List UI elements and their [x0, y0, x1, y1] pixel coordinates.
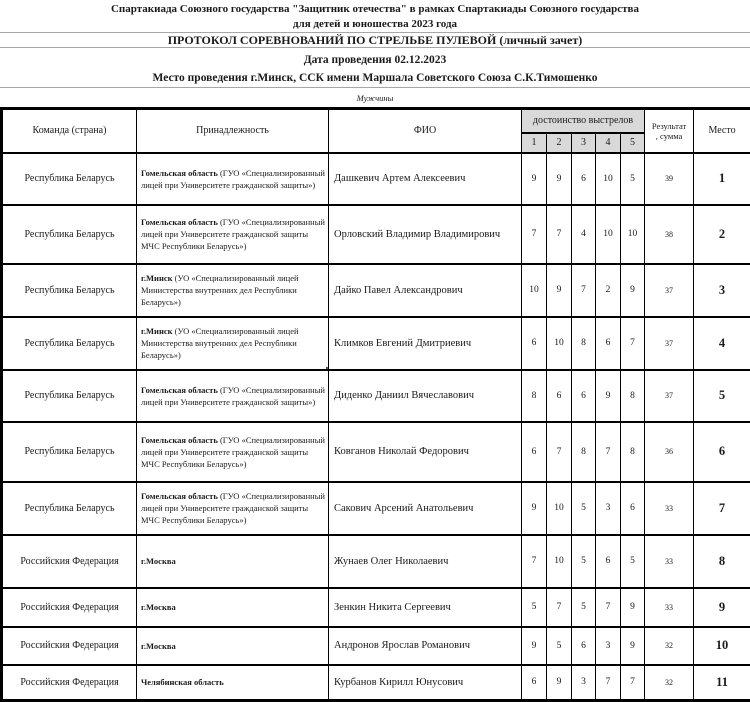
- shot-3-cell[interactable]: 6: [572, 370, 596, 422]
- place-cell[interactable]: 11: [694, 665, 750, 701]
- shot-1-cell[interactable]: 5: [522, 588, 547, 627]
- name-cell[interactable]: Ковганов Николай Федорович: [329, 422, 522, 482]
- shot-3-cell[interactable]: 6: [572, 153, 596, 205]
- place-cell[interactable]: 9: [694, 588, 750, 627]
- col-header-name: ФИО: [329, 109, 522, 153]
- event-venue: Место проведения г.Минск, ССК имени Маршала Советского Союза С.К.Тимошенко: [0, 69, 750, 87]
- place-cell[interactable]: 7: [694, 482, 750, 535]
- affiliation-detail: (ГУО «Специализированный лицей при Университете гражданской защиты МЧС Республики Беларусь»): [141, 435, 325, 469]
- shot-4-cell[interactable]: 7: [596, 665, 621, 701]
- shot-1-cell[interactable]: 8: [522, 370, 547, 422]
- affiliation-cell[interactable]: [137, 535, 329, 588]
- table-row: [2, 422, 750, 482]
- affiliation-region: Челябинская область: [141, 677, 224, 687]
- shot-2-cell[interactable]: 6: [547, 370, 572, 422]
- shot-4-cell[interactable]: 3: [596, 482, 621, 535]
- table-row: [2, 588, 750, 627]
- affiliation-region: г.Минск: [141, 273, 173, 283]
- name-cell[interactable]: Орловский Владимир Владимирович: [329, 205, 522, 264]
- col-header-affiliation: Принадлежность: [137, 109, 329, 153]
- shot-3-cell[interactable]: 8: [572, 422, 596, 482]
- shot-1-cell[interactable]: 6: [522, 422, 547, 482]
- shot-3-cell[interactable]: 5: [572, 482, 596, 535]
- event-info: [0, 48, 750, 88]
- affiliation-region: г.Москва: [141, 641, 176, 651]
- shot-4-cell[interactable]: 7: [596, 588, 621, 627]
- team-cell[interactable]: Российския Федерация: [2, 665, 137, 701]
- place-cell[interactable]: 10: [694, 627, 750, 665]
- table-row: [2, 370, 750, 422]
- col-header-shot-5: 5: [621, 133, 645, 153]
- affiliation-cell[interactable]: [137, 205, 329, 264]
- shot-1-cell[interactable]: 7: [522, 205, 547, 264]
- table-body: [2, 153, 750, 701]
- affiliation-cell[interactable]: [137, 370, 329, 422]
- affiliation-region: г.Москва: [141, 602, 176, 612]
- shot-5-cell[interactable]: 9: [621, 264, 645, 317]
- affiliation-cell[interactable]: [137, 153, 329, 205]
- shot-2-cell[interactable]: 9: [547, 153, 572, 205]
- shot-4-cell[interactable]: 2: [596, 264, 621, 317]
- place-cell[interactable]: 4: [694, 317, 750, 370]
- affiliation-detail: (УО «Специализированный лицей Министерства внутренних дел Республики Беларусь»): [141, 326, 299, 360]
- shot-2-cell[interactable]: 7: [547, 205, 572, 264]
- team-cell[interactable]: Республика Беларусь: [2, 370, 137, 422]
- affiliation-detail: (ГУО «Специализированный лицей при Университете гражданской защиты»): [141, 168, 325, 190]
- affiliation-region: Гомельская область: [141, 168, 218, 178]
- affiliation-cell[interactable]: [137, 665, 329, 701]
- affiliation-region: г.Минск: [141, 326, 173, 336]
- affiliation-region: Гомельская область: [141, 217, 218, 227]
- table-row: [2, 535, 750, 588]
- results-table: [0, 107, 750, 702]
- shot-5-cell[interactable]: 9: [621, 588, 645, 627]
- affiliation-cell[interactable]: [137, 482, 329, 535]
- shot-1-cell[interactable]: 9: [522, 153, 547, 205]
- name-cell[interactable]: Зенкин Никита Сергеевич: [329, 588, 522, 627]
- shot-2-cell[interactable]: 9: [547, 665, 572, 701]
- affiliation-region: Гомельская область: [141, 385, 218, 395]
- affiliation-detail: (ГУО «Специализированный лицей при Университете гражданской защиты»): [141, 385, 325, 407]
- shot-5-cell[interactable]: 7: [621, 317, 645, 370]
- table-header: [2, 109, 750, 153]
- shot-2-cell[interactable]: 10: [547, 482, 572, 535]
- result-cell[interactable]: 38: [645, 205, 694, 264]
- col-header-result: [645, 109, 694, 153]
- shot-4-cell[interactable]: 9: [596, 370, 621, 422]
- shot-5-cell[interactable]: 8: [621, 370, 645, 422]
- place-cell[interactable]: 6: [694, 422, 750, 482]
- shot-5-cell[interactable]: 8: [621, 422, 645, 482]
- team-cell[interactable]: Республика Беларусь: [2, 264, 137, 317]
- result-cell[interactable]: 36: [645, 422, 694, 482]
- affiliation-detail: (ГУО «Специализированный лицей при Университете гражданской защиты МЧС Республики Беларусь»): [141, 491, 325, 525]
- affiliation-detail: (ГУО «Специализированный лицей при Университете гражданской защиты МЧС Республики Беларусь»): [141, 217, 325, 251]
- shot-2-cell[interactable]: 7: [547, 588, 572, 627]
- affiliation-detail: (УО «Специализированный лицей Министерства внутренних дел Республики Беларусь»): [141, 273, 299, 307]
- table-row: [2, 665, 750, 701]
- affiliation-cell[interactable]: [137, 264, 329, 317]
- document-title-line1: Спартакиада Союзного государства "Защитник отечества" в рамках Спартакиады Союзного государства: [0, 2, 750, 17]
- table-row: [2, 627, 750, 665]
- shot-3-cell[interactable]: 3: [572, 665, 596, 701]
- col-header-team: Команда (страна): [2, 109, 137, 153]
- name-cell[interactable]: Сакович Арсений Анатольевич: [329, 482, 522, 535]
- team-cell[interactable]: Российския Федерация: [2, 535, 137, 588]
- team-cell[interactable]: Российския Федерация: [2, 627, 137, 665]
- table-row: [2, 317, 750, 370]
- affiliation-cell[interactable]: [137, 588, 329, 627]
- shot-1-cell[interactable]: 9: [522, 482, 547, 535]
- result-cell[interactable]: 33: [645, 535, 694, 588]
- result-cell[interactable]: 37: [645, 317, 694, 370]
- name-cell[interactable]: Курбанов Кирилл Юнусович: [329, 665, 522, 701]
- table-row: [2, 153, 750, 205]
- shot-5-cell[interactable]: 6: [621, 482, 645, 535]
- name-cell[interactable]: Жунаев Олег Николаевич: [329, 535, 522, 588]
- shot-5-cell[interactable]: 9: [621, 627, 645, 665]
- shot-4-cell[interactable]: 7: [596, 422, 621, 482]
- place-cell[interactable]: 5: [694, 370, 750, 422]
- shot-3-cell[interactable]: 6: [572, 627, 596, 665]
- shot-3-cell[interactable]: 5: [572, 535, 596, 588]
- shot-2-cell[interactable]: 7: [547, 422, 572, 482]
- col-header-result-line2: , сумма: [647, 131, 691, 141]
- shot-3-cell[interactable]: 5: [572, 588, 596, 627]
- document-title: [0, 0, 750, 33]
- shot-1-cell[interactable]: 10: [522, 264, 547, 317]
- event-date: Дата проведения 02.12.2023: [0, 51, 750, 69]
- col-header-shot-1: 1: [522, 133, 547, 153]
- team-cell[interactable]: Республика Беларусь: [2, 482, 137, 535]
- team-cell[interactable]: Российския Федерация: [2, 588, 137, 627]
- shot-5-cell[interactable]: 7: [621, 665, 645, 701]
- result-cell[interactable]: 33: [645, 482, 694, 535]
- shot-3-cell[interactable]: 4: [572, 205, 596, 264]
- place-cell[interactable]: 8: [694, 535, 750, 588]
- col-header-shot-2: 2: [547, 133, 572, 153]
- affiliation-cell[interactable]: [137, 422, 329, 482]
- shot-5-cell[interactable]: 10: [621, 205, 645, 264]
- affiliation-cell[interactable]: [137, 627, 329, 665]
- shot-5-cell[interactable]: 5: [621, 153, 645, 205]
- shot-4-cell[interactable]: 10: [596, 153, 621, 205]
- shot-2-cell[interactable]: 10: [547, 317, 572, 370]
- table-row: [2, 205, 750, 264]
- shot-1-cell[interactable]: 9: [522, 627, 547, 665]
- result-cell[interactable]: 33: [645, 588, 694, 627]
- protocol-heading: ПРОТОКОЛ СОРЕВНОВАНИЙ ПО СТРЕЛЬБЕ ПУЛЕВОЙ (личный зачет): [0, 33, 750, 48]
- shot-1-cell[interactable]: 6: [522, 665, 547, 701]
- team-cell[interactable]: Республика Беларусь: [2, 205, 137, 264]
- selected-affiliation-cell[interactable]: [137, 317, 329, 370]
- shot-4-cell[interactable]: 6: [596, 535, 621, 588]
- shot-1-cell[interactable]: 7: [522, 535, 547, 588]
- place-cell[interactable]: 3: [694, 264, 750, 317]
- table-row: [2, 482, 750, 535]
- name-cell[interactable]: Дашкевич Артем Алексеевич: [329, 153, 522, 205]
- col-header-shot-3: 3: [572, 133, 596, 153]
- name-cell[interactable]: Дайко Павел Александрович: [329, 264, 522, 317]
- col-header-shots-group: достоинство выстрелов: [522, 109, 645, 133]
- result-cell[interactable]: 37: [645, 264, 694, 317]
- shot-4-cell[interactable]: 10: [596, 205, 621, 264]
- name-cell[interactable]: Климков Евгений Дмитриевич: [329, 317, 522, 370]
- result-cell[interactable]: 32: [645, 627, 694, 665]
- shot-2-cell[interactable]: 9: [547, 264, 572, 317]
- shot-4-cell[interactable]: 6: [596, 317, 621, 370]
- result-cell[interactable]: 37: [645, 370, 694, 422]
- place-cell[interactable]: 1: [694, 153, 750, 205]
- shot-4-cell[interactable]: 3: [596, 627, 621, 665]
- shot-3-cell[interactable]: 8: [572, 317, 596, 370]
- category-label: Мужчины: [0, 88, 750, 107]
- place-cell[interactable]: 2: [694, 205, 750, 264]
- result-cell[interactable]: 39: [645, 153, 694, 205]
- affiliation-region: Гомельская область: [141, 435, 218, 445]
- team-cell[interactable]: Республика Беларусь: [2, 422, 137, 482]
- team-cell[interactable]: Республика Беларусь: [2, 153, 137, 205]
- affiliation-region: г.Москва: [141, 556, 176, 566]
- team-cell[interactable]: Республика Беларусь: [2, 317, 137, 370]
- table-header-row: [2, 109, 750, 133]
- col-header-place: Место: [694, 109, 750, 153]
- shot-5-cell[interactable]: 5: [621, 535, 645, 588]
- affiliation-region: Гомельская область: [141, 491, 218, 501]
- document-title-line2: для детей и юношества 2023 года: [0, 17, 750, 32]
- shot-1-cell[interactable]: 6: [522, 317, 547, 370]
- name-cell[interactable]: Диденко Даниил Вячеславович: [329, 370, 522, 422]
- shot-2-cell[interactable]: 10: [547, 535, 572, 588]
- table-row: [2, 264, 750, 317]
- name-cell[interactable]: Андронов Ярослав Романович: [329, 627, 522, 665]
- shot-3-cell[interactable]: 7: [572, 264, 596, 317]
- shot-2-cell[interactable]: 5: [547, 627, 572, 665]
- result-cell[interactable]: 32: [645, 665, 694, 701]
- col-header-result-line1: Результат: [647, 121, 691, 131]
- col-header-shot-4: 4: [596, 133, 621, 153]
